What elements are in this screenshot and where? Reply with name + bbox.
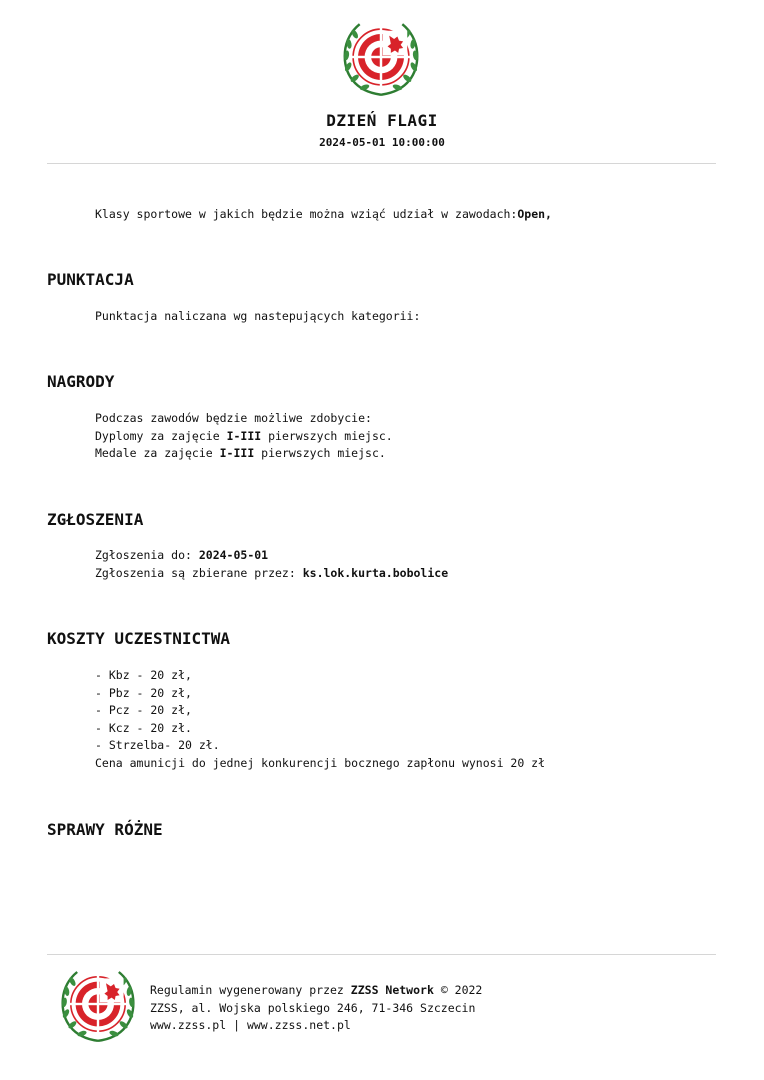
sport-classes-label: Klasy sportowe w jakich będzie można wziąć udział w zawodach: [95,207,518,221]
cost-item: - Pcz - 20 zł, [95,703,192,717]
nagrody-line-3-post: pierwszych miejsc. [254,446,386,460]
footer-link-zzss-pl[interactable]: www.zzss.pl [150,1018,227,1032]
section-heading-zgloszenia: ZGŁOSZENIA [47,510,144,529]
footer-link-zzss-net-pl[interactable]: www.zzss.net.pl [246,1018,351,1032]
nagrody-line-1: Podczas zawodów będzie możliwe zdobycie: [95,411,372,425]
footer-divider [47,954,716,955]
footer-line-1 [150,983,482,997]
footer-text [150,982,482,1035]
section-heading-punktacja: PUNKTACJA [47,270,134,289]
nagrody-line-3 [95,445,386,463]
nagrody-line-2 [95,428,393,446]
zgloszenia-collector [95,565,448,583]
zgloszenia-deadline [95,547,268,565]
footer-copyright: © 2022 [433,983,483,997]
nagrody-line-3-pre: Medale za zajęcie [95,446,220,460]
nagrody-line-2-post: pierwszych miejsc. [261,428,393,443]
sport-classes-value: Open, [517,207,552,221]
nagrody-line-2-pre: Dyplomy za zajęcie [95,428,227,443]
footer-line-1-pre: Regulamin wygenerowany przez [150,983,351,997]
zgloszenia-collector-value: ks.lok.kurta.bobolice [302,566,449,580]
cost-item: - Kcz - 20 zł. [95,720,192,735]
ammo-price-text: Cena amunicji do jednej konkurencji bocznego zapłonu wynosi 20 zł [95,755,546,770]
nagrody-line-3-bold: I-III [219,446,255,460]
zzss-logo-bottom-icon [58,964,138,1044]
cost-item: - Strzelba- 20 zł. [95,738,220,752]
page-title: DZIEŃ FLAGI [326,111,438,130]
cost-item: - Kbz - 20 zł, [95,668,192,682]
section-heading-sprawy: SPRAWY RÓŻNE [47,820,163,839]
zgloszenia-deadline-label: Zgłoszenia do: [95,548,199,562]
punktacja-text: Punktacja naliczana wg nastepujących kategorii: [95,309,421,323]
event-datetime: 2024-05-01 10:00:00 [319,136,445,149]
zgloszenia-deadline-value: 2024-05-01 [198,548,269,562]
zgloszenia-collector-label: Zgłoszenia są zbierane przez: [95,566,303,580]
footer-brand: ZZSS Network [350,983,434,997]
section-heading-koszty: KOSZTY UCZESTNICTWA [47,629,231,648]
footer-link-separator: | [226,1018,247,1032]
zzss-logo-top-icon [340,16,422,98]
sport-classes-line [95,206,552,224]
cost-item: - Pbz - 20 zł, [95,685,192,700]
header-divider [47,163,716,164]
footer-address: ZZSS, al. Wojska polskiego 246, 71-346 Szczecin [150,1000,476,1015]
nagrody-line-2-bold: I-III [226,428,262,443]
section-heading-nagrody: NAGRODY [47,372,115,391]
